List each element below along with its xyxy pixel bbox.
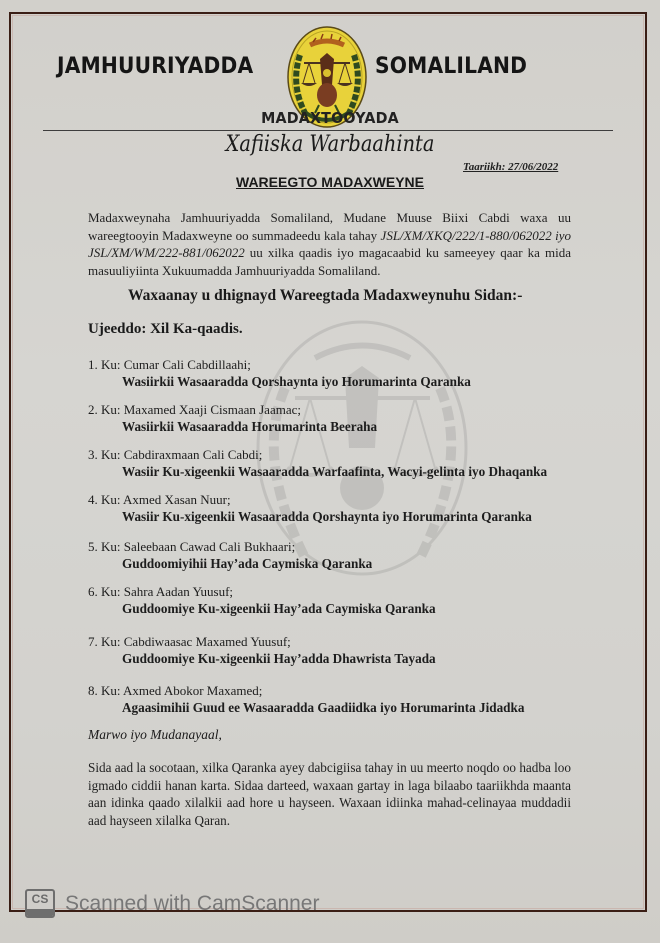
person-title: Wasiirkii Wasaaradda Horumarinta Beeraha: [122, 419, 378, 434]
list-item: [88, 446, 588, 480]
document-date: Taariikh: 27/06/2022: [463, 161, 559, 173]
person-title: Wasiir Ku-xigeenkii Wasaaradda Qorshaynta iyo Horumarinta Qaranka: [122, 509, 532, 524]
person-title: Wasiir Ku-xigeenkii Wasaaradda Warfaafinta, Wacyi-gelinta iyo Dhaqanka: [122, 464, 548, 479]
intro-text-end: uu xilka qaadis iyo magacaabid ku sameeyey qaar ka mida masuuliyiinta Xukuumadda Jamhuuriyadda Somaliland.: [88, 245, 571, 278]
list-item: [88, 633, 588, 667]
purpose-line: Ujeeddo: Xil Ka-qaadis.: [88, 321, 243, 337]
person-name: 6. Ku: Sahra Aadan Yuusuf;: [88, 584, 234, 599]
list-item: [88, 538, 588, 572]
office-name: MADAXTOOYADA: [261, 109, 399, 127]
intro-text: Madaxweynaha Jamhuuriyadda Somaliland, Mudane Muuse Biixi Cabdi waxa uu wareegtooyin Madaxweyne oo summadeedu kala tahay: [88, 210, 571, 243]
header-left-title: JAMHUURIYADDA: [57, 54, 254, 79]
person-name: 2. Ku: Maxamed Xaaji Cismaan Jaamac;: [88, 402, 301, 417]
camscanner-logo-icon: CS: [25, 889, 55, 918]
list-item: [88, 401, 588, 435]
person-name: 4. Ku: Axmed Xasan Nuur;: [88, 492, 231, 507]
person-title: Guddoomiye Ku-xigeenkii Hay’adda Dhawrista Tayada: [122, 651, 436, 666]
header-right-title: SOMALILAND: [375, 54, 528, 79]
list-item: [88, 491, 588, 525]
camscanner-watermark: [25, 889, 319, 918]
closing-paragraph: Sida aad la socotaan, xilka Qaranka ayey dabcigiisa tahay in uu meerto noqdo oo hadba loo igmado ciddii hanan karta. Sidaa darteed, waxaan gartay in laga bilaabo taariikhda maanta aan idinka qaado xilalkii aad hore u hayseen. Waxaan idiinka mahad-celinayaa muddadii aad hayseen xilalka Qaran.: [88, 760, 571, 828]
person-title: Guddoomiye Ku-xigeenkii Hay’ada Caymiska Qaranka: [122, 601, 436, 616]
list-item: [88, 356, 588, 390]
intro-paragraph: [88, 209, 571, 279]
reference-numbers: JSL/XM/XKQ/222/1-880/062022 iyo JSL/XM/WM/222-881/062022: [88, 227, 571, 260]
document-title: WAREEGTO MADAXWEYNE: [236, 174, 424, 190]
person-name: 8. Ku: Axmed Abokor Maxamed;: [88, 683, 263, 698]
person-title: Agaasimihii Guud ee Wasaaradda Gaadiidka iyo Horumarinta Jidadka: [122, 700, 525, 715]
department-name: Xafiiska Warbaahinta: [225, 132, 435, 157]
person-name: 5. Ku: Saleebaan Cawad Cali Bukhaari;: [88, 539, 296, 554]
person-title: Wasiirkii Wasaaradda Qorshaynta iyo Horumarinta Qaranka: [122, 374, 471, 389]
list-item: [88, 583, 588, 617]
person-title: Guddoomiyihii Hay’ada Caymiska Qaranka: [122, 556, 373, 571]
header-divider: [43, 130, 613, 131]
person-name: 7. Ku: Cabdiwaasac Maxamed Yuusuf;: [88, 634, 291, 649]
person-name: 3. Ku: Cabdiraxmaan Cali Cabdi;: [88, 447, 263, 462]
person-name: 1. Ku: Cumar Cali Cabdillaahi;: [88, 357, 251, 372]
salutation: Marwo iyo Mudanayaal,: [88, 727, 222, 742]
camscanner-label: Scanned with CamScanner: [65, 891, 320, 915]
section-subheading: Waxaanay u dhignayd Wareegtada Madaxweynuhu Sidan:-: [128, 287, 523, 304]
list-item: [88, 682, 588, 716]
